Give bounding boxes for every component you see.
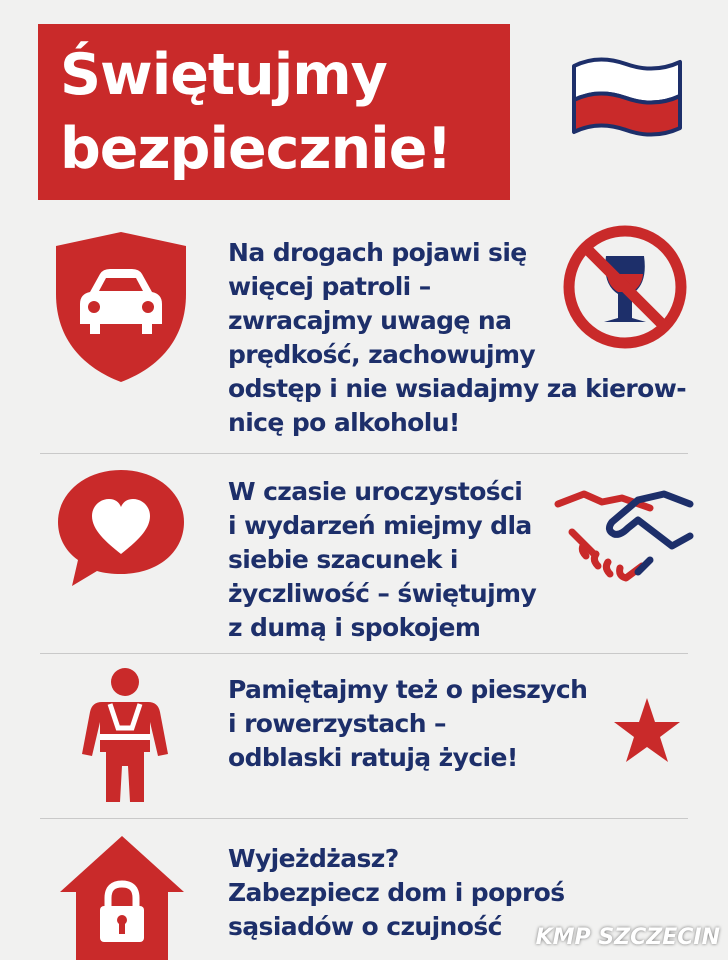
title-banner xyxy=(38,24,510,200)
star-icon xyxy=(612,696,682,764)
text-line: i rowerzystach – xyxy=(228,709,446,738)
text-line: nicę po alkoholu! xyxy=(228,408,460,437)
divider xyxy=(40,453,688,454)
text-line: odblaski ratują życie! xyxy=(228,743,518,772)
house-lock-icon xyxy=(58,832,186,960)
heart-speech-bubble-icon xyxy=(54,464,188,590)
text-line: zwracajmy uwagę na xyxy=(228,306,512,335)
text-line: życzliwość – świętujmy xyxy=(228,579,537,608)
section-text-home xyxy=(228,842,565,944)
title-line-2: bezpiecznie! xyxy=(60,116,452,182)
text-line: z dumą i spokojem xyxy=(228,613,481,642)
title-line-1: Świętujmy xyxy=(60,42,387,108)
text-line: Na drogach pojawi się xyxy=(228,238,527,267)
text-line: odstęp i nie wsiadajmy za kierow- xyxy=(228,374,687,403)
shield-car-icon xyxy=(50,228,192,386)
text-line: Zabezpiecz dom i poproś xyxy=(228,878,565,907)
text-line: sąsiadów o czujność xyxy=(228,912,502,941)
section-text-pedestrians xyxy=(228,673,587,775)
text-line: i wydarzeń miejmy dla xyxy=(228,511,532,540)
text-line: Wyjeżdżasz? xyxy=(228,844,399,873)
no-alcohol-icon xyxy=(560,222,690,352)
divider xyxy=(40,653,688,654)
text-line: prędkość, zachowujmy xyxy=(228,340,536,369)
text-line: siebie szacunek i xyxy=(228,545,458,574)
reflective-vest-person-icon xyxy=(80,666,170,806)
divider xyxy=(40,818,688,819)
text-line: W czasie uroczystości xyxy=(228,477,523,506)
text-line: Pamiętajmy też o pieszych xyxy=(228,675,588,704)
handshake-icon xyxy=(554,488,694,588)
text-line: więcej patroli – xyxy=(228,272,431,301)
section-text-respect xyxy=(228,475,536,645)
watermark: KMP SZCZECIN xyxy=(535,925,720,950)
polish-flag-icon xyxy=(568,52,686,140)
